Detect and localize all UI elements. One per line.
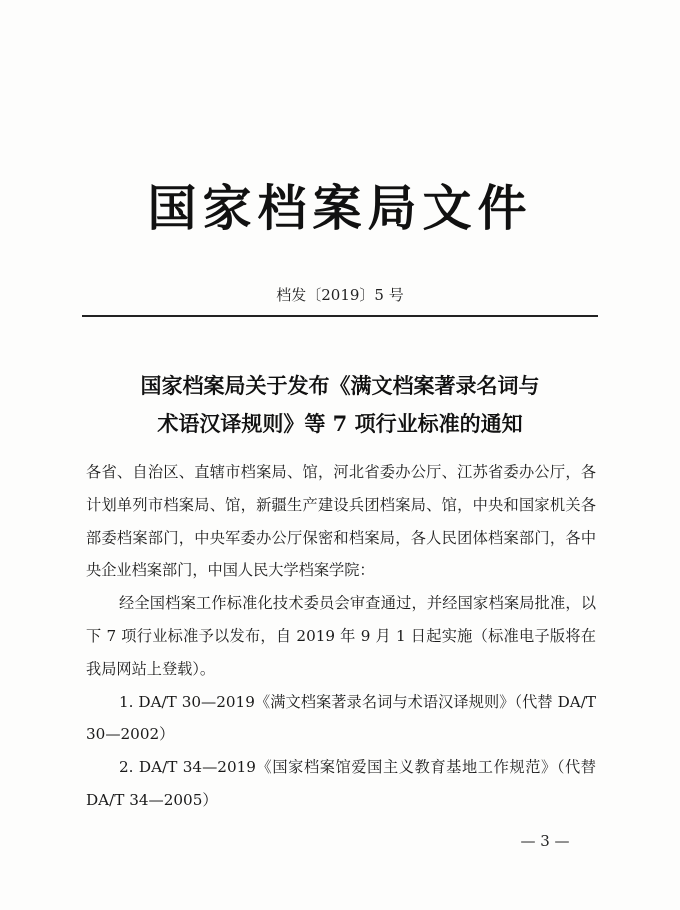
page-number: — 3 — bbox=[520, 832, 570, 850]
standard-item-2: 2. DA/T 34—2019《国家档案馆爱国主义教育基地工作规范》（代替 DA/T 34—2005） bbox=[86, 758, 596, 809]
recipients-paragraph: 各省、自治区、直辖市档案局、馆，河北省委办公厅、江苏省委办公厅，各计划单列市档案局、馆，新疆生产建设兵团档案局、馆，中央和国家机关各部委档案部门，中央军委办公厅保密和档案局，各人民团体档案部门，各中央企业档案部门，中国人民大学档案学院： bbox=[86, 463, 596, 580]
standard-item-1: 1. DA/T 30—2019《满文档案著录名词与术语汉译规则》（代替 DA/T 30—2002） bbox=[86, 692, 596, 744]
notice-title-line-2: 术语汉译规则》等 7 项行业标准的通知 bbox=[157, 411, 523, 436]
notice-title bbox=[0, 367, 680, 443]
notice-body bbox=[86, 456, 596, 817]
header-divider bbox=[82, 315, 598, 317]
notice-title-line-1: 国家档案局关于发布《满文档案著录名词与 bbox=[140, 373, 540, 398]
issuer-header: 国家档案局文件 bbox=[147, 180, 533, 237]
announcement-paragraph: 经全国档案工作标准化技术委员会审查通过，并经国家档案局批准，以下 7 项行业标准予以发布，自 2019 年 9 月 1 日起实施（标准电子版将在我局网站上登载）。 bbox=[86, 594, 596, 678]
document-number: 档发〔2019〕5 号 bbox=[276, 286, 404, 304]
